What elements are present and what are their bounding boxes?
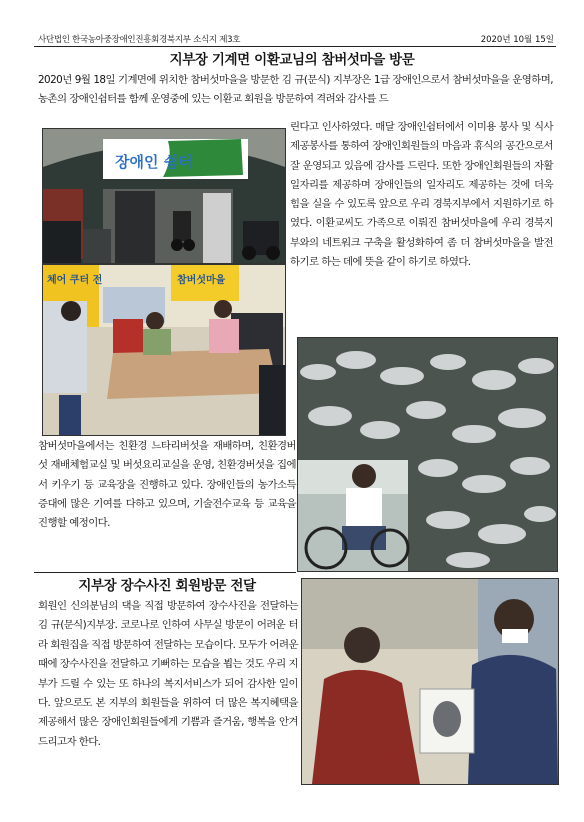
header-rule bbox=[34, 46, 556, 47]
office-meeting-photo bbox=[42, 264, 286, 436]
article2-title: 지부장 장수사진 회원방문 전달 bbox=[78, 578, 256, 594]
mushroom-farm-photo bbox=[297, 337, 558, 572]
office-banner-left-text: 체어 쿠터 전 bbox=[47, 275, 103, 286]
article2-paragraph: 회원인 신의분님의 댁을 직접 방문하여 장수사진을 전달하는 김 규(문식)지부장. 코로나로 인하여 사무실 방문이 어려운 터라 회원집을 직접 방문하여 전달하는 모습이다. 모두가 어려운 때에 장수사진을 전달하고 기뻐하는 모습을 뵙는 것도 우리 지부가 드릴 수 있는 또 하나의 복지서비스가 되어 감사한 일이다. 앞으로도 본 지부의 회원들을 위하여 더 많은 복지혜택을 제공해서 많은 장애인회원들에게 기쁨과 즐거움, 행복을 안겨드리고자 한다. bbox=[38, 600, 298, 748]
section-rule bbox=[34, 572, 296, 573]
shelter-sign-photo bbox=[42, 128, 286, 264]
issue-date: 2020년 10월 15일 bbox=[480, 35, 554, 45]
shelter-sign-text: 장애인 쉼터 bbox=[115, 153, 193, 171]
office-banner-right-text: 참버섯마을 bbox=[177, 275, 226, 286]
newsletter-publisher: 사단법인 한국농아중장애인진흥회경북지부 소식지 제3호 bbox=[38, 35, 241, 45]
article1-left-paragraph: 참버섯마을에서는 친환경 느타리버섯을 재배하며, 친환경버섯 재배체험교실 및 버섯요리교실을 운영, 친환경버섯을 집에서 키우기 등 교육장을 진행하고 있다. 장애인들의 농가소득증대에 많은 기여를 다하고 있으며, 기술전수교육 등 교육을 진행할 예정이다. bbox=[38, 440, 296, 530]
portrait-delivery-photo bbox=[301, 578, 559, 785]
article1-title: 지부장 기계면 이환교님의 참버섯마을 방문 bbox=[169, 52, 415, 68]
article1-intro-paragraph: 2020년 9월 18일 기계면에 위치한 참버섯마을을 방문한 김 규(문식) 지부장은 1급 장애인으로서 참버섯마을을 운영하며, 농촌의 장애인쉼터를 함께 운영중에 있는 이환교 회원을 방문하여 격려와 감사를 드 bbox=[38, 74, 553, 106]
article1-right-paragraph: 린다고 인사하였다. 매달 장애인쉼터에서 이미용 봉사 및 식사제공봉사를 통하여 장애인회원들의 마음과 휴식의 공간으로서 잘 운영되고 있음에 감사를 드린다. 또한 장애인회원들의 자활일자리를 제공하며 장애인들의 일자리도 제공하는 것에 더욱 힘을 실을 수 있도록 앞으로 우리 경북지부에서 지원하기로 하였다. 이환교씨도 가족으로 이뤄진 참버섯마을에 우리 경북지부와의 네트워크 구축을 활성화하여 좀 더 참버섯마을을 발전하기로 하는 데에 뜻을 같이 하기로 하였다. bbox=[290, 121, 553, 269]
